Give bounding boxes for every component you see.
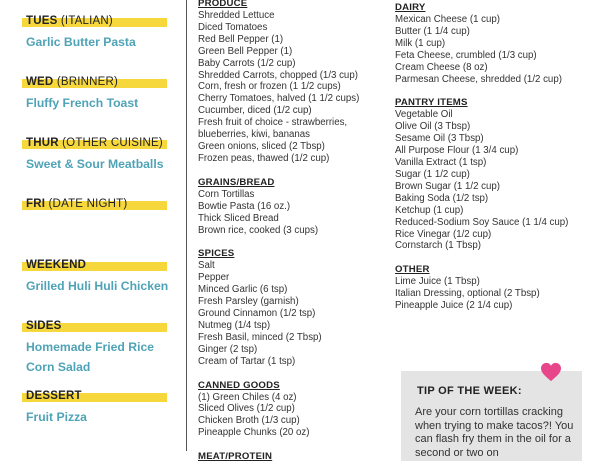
item-list — [395, 276, 568, 312]
list-item: Sugar (1 1/2 cup) — [395, 168, 470, 180]
day-heading — [0, 319, 185, 333]
list-item: Thick Sliced Bread — [198, 212, 279, 224]
list-item: Frozen peas, thawed (1/2 cup) — [198, 152, 330, 164]
meal-item: Garlic Butter Pasta — [26, 35, 136, 49]
item-list — [395, 14, 568, 85]
heart-icon — [540, 362, 562, 382]
list-item: All Purpose Flour (1 3/4 cup) — [395, 145, 519, 157]
meal-plan-column — [0, 0, 185, 451]
list-item: Shredded Lettuce — [198, 10, 275, 21]
list-item: Red Bell Pepper (1) — [198, 33, 284, 45]
list-item: Feta Cheese, crumbled (1/3 cup) — [395, 49, 537, 61]
list-item: Nutmeg (1/4 tsp) — [198, 319, 271, 331]
list-item: Brown Sugar (1 1/2 cup) — [395, 180, 501, 192]
section-meat — [198, 451, 373, 463]
list-item: Bowtie Pasta (16 oz.) — [198, 200, 291, 212]
list-item: Lime Juice (1 Tbsp) — [395, 276, 480, 288]
day-block-thur — [0, 136, 185, 174]
list-item: Cucumber, diced (1/2 cup) — [198, 105, 312, 117]
meal-item: Homemade Fried Rice — [26, 340, 155, 354]
meal-item: Grilled Huli Huli Chicken — [26, 279, 169, 293]
day-heading — [0, 75, 185, 89]
day-block-weekend — [0, 258, 185, 296]
day-theme: (OTHER CUISINE) — [62, 137, 163, 149]
list-item: Vegetable Oil — [395, 109, 453, 121]
day-label: THUR — [26, 137, 59, 149]
meal-item: Fluffy French Toast — [26, 96, 139, 110]
section-spices — [198, 248, 373, 367]
item-list — [198, 189, 373, 237]
section-title: SPICES — [198, 248, 235, 260]
list-item: Cream Cheese (8 oz) — [395, 61, 488, 73]
section-title: CANNED GOODS — [198, 379, 280, 391]
heart-shape — [541, 363, 561, 381]
list-item: Green onions, sliced (2 Tbsp) — [198, 140, 325, 152]
grocery-column-1 — [198, 0, 373, 463]
day-block-dessert — [0, 389, 185, 427]
list-item: Salt — [198, 260, 215, 272]
list-item: Brown rice, cooked (3 cups) — [198, 224, 319, 236]
section-canned — [198, 380, 373, 440]
grocery-column-2 — [395, 2, 568, 312]
meal-item: Sweet & Sour Meatballs — [26, 157, 164, 171]
section-dairy — [395, 2, 568, 85]
list-item: Parmesan Cheese, shredded (1/2 cup) — [395, 73, 562, 85]
list-item: Ginger (2 tsp) — [198, 343, 258, 355]
day-block-wed — [0, 75, 185, 113]
meal-item: Fruit Pizza — [26, 410, 87, 424]
list-item: Rice Vinegar (1/2 cup) — [395, 228, 492, 240]
section-title: PRODUCE — [198, 0, 248, 9]
day-heading — [0, 258, 185, 272]
section-title: MEAT/PROTEIN — [198, 451, 273, 463]
list-item: Corn, fresh or frozen (1 1/2 cups) — [198, 81, 341, 93]
section-grains — [198, 177, 373, 237]
list-item: Diced Tomatoes — [198, 21, 268, 33]
list-item: Cherry Tomatoes, halved (1 1/2 cups) — [198, 93, 360, 105]
day-label: SIDES — [26, 320, 62, 332]
day-label: WEEKEND — [26, 259, 87, 271]
tip-title: TIP OF THE WEEK: — [417, 385, 522, 397]
day-label: DESSERT — [26, 390, 82, 402]
day-label: WED — [26, 76, 54, 88]
list-item: Fresh Basil, minced (2 Tbsp) — [198, 331, 322, 343]
item-list — [395, 109, 568, 252]
list-item: Vanilla Extract (1 tsp) — [395, 157, 487, 169]
list-item: Corn Tortillas — [198, 188, 255, 200]
day-label: FRI — [26, 198, 46, 210]
list-item: Chicken Broth (1/3 cup) — [198, 415, 300, 427]
section-title: PANTRY ITEMS — [395, 97, 468, 109]
day-theme: (DATE NIGHT) — [48, 198, 128, 210]
day-theme: (BRINNER) — [56, 76, 119, 88]
section-produce — [198, 0, 373, 165]
tip-of-the-week-box — [401, 371, 582, 461]
section-title: DAIRY — [395, 2, 426, 13]
list-item: Ketchup (1 cup) — [395, 204, 464, 216]
list-item: Butter (1 1/4 cup) — [395, 25, 470, 37]
meal-item: Corn Salad — [26, 360, 91, 374]
day-heading — [0, 136, 185, 150]
list-item: Minced Garlic (6 tsp) — [198, 284, 288, 296]
list-item: (1) Green Chiles (4 oz) — [198, 391, 297, 403]
day-block-tues — [0, 14, 185, 52]
list-item: Sliced Olives (1/2 cup) — [198, 403, 295, 415]
day-heading — [0, 389, 185, 403]
list-item: Italian Dressing, optional (2 Tbsp) — [395, 288, 540, 300]
list-item: Green Bell Pepper (1) — [198, 45, 293, 57]
tip-text: Are your corn tortillas cracking when trying to make tacos?! You can flash fry them in the oil for a second or two on — [415, 406, 574, 459]
list-item: Pepper — [198, 272, 230, 284]
item-list — [198, 392, 373, 440]
day-heading — [0, 14, 185, 28]
list-item: Cream of Tartar (1 tsp) — [198, 355, 296, 367]
day-theme: (ITALIAN) — [60, 15, 113, 27]
list-item: Mexican Cheese (1 cup) — [395, 14, 500, 25]
list-item: Olive Oil (3 Tbsp) — [395, 121, 471, 133]
list-item: Milk (1 cup) — [395, 37, 446, 49]
item-list — [198, 260, 373, 367]
list-item: Fresh fruit of choice - strawberries, blueberries, kiwi, bananas — [198, 117, 348, 141]
list-item: Cornstarch (1 Tbsp) — [395, 240, 481, 252]
list-item: Baby Carrots (1/2 cup) — [198, 57, 296, 69]
list-item: Baking Soda (1/2 tsp) — [395, 192, 489, 204]
list-item: Sesame Oil (3 Tbsp) — [395, 133, 484, 145]
section-title: OTHER — [395, 264, 430, 276]
list-item: Pineapple Chunks (20 oz) — [198, 427, 310, 439]
list-item: Ground Cinnamon (1/2 tsp) — [198, 308, 316, 320]
day-block-fri — [0, 197, 185, 211]
list-item: Shredded Carrots, chopped (1/3 cup) — [198, 69, 358, 81]
column-divider — [186, 0, 187, 451]
list-item: Pineapple Juice (2 1/4 cup) — [395, 300, 513, 312]
section-other — [395, 264, 568, 312]
section-title: GRAINS/BREAD — [198, 176, 275, 188]
section-pantry — [395, 97, 568, 252]
day-label: TUES — [26, 15, 58, 27]
day-block-sides — [0, 319, 185, 377]
item-list — [198, 10, 373, 165]
list-item: Reduced-Sodium Soy Sauce (1 1/4 cup) — [395, 216, 569, 228]
list-item: Fresh Parsley (garnish) — [198, 296, 299, 308]
day-heading — [0, 197, 185, 211]
